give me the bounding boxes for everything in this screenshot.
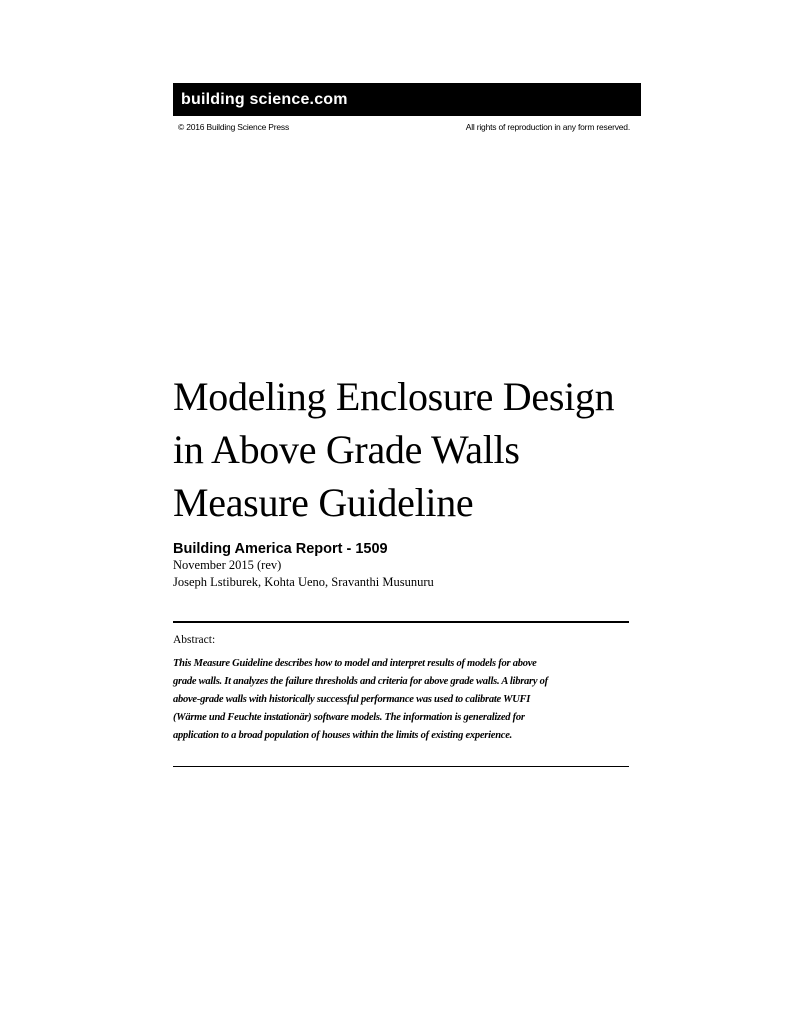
- abstract-line-2: grade walls. It analyzes the failure thresholds and criteria for above grade walls. A library of: [173, 676, 548, 687]
- abstract-line-4: (Wärme und Feuchte instationär) software models. The information is generalized for: [173, 712, 525, 723]
- title-line-2: in Above Grade Walls: [173, 427, 520, 472]
- title-line-1: Modeling Enclosure Design: [173, 374, 615, 419]
- abstract-top-rule: [173, 621, 629, 623]
- report-series: Building America Report - 1509: [173, 541, 388, 557]
- copyright-row: [178, 122, 630, 132]
- header-bar: [173, 83, 641, 116]
- report-authors: Joseph Lstiburek, Kohta Ueno, Sravanthi Musunuru: [173, 575, 434, 589]
- title-line-3: Measure Guideline: [173, 480, 474, 525]
- abstract-line-5: application to a broad population of houses within the limits of existing experience.: [173, 730, 512, 741]
- copyright-notice: © 2016 Building Science Press: [178, 122, 290, 132]
- abstract-line-1: This Measure Guideline describes how to model and interpret results of models for above: [173, 658, 537, 669]
- abstract-bottom-rule: [173, 766, 629, 767]
- brand-name: building science.com: [181, 90, 348, 108]
- abstract-text: [173, 655, 629, 745]
- abstract-line-3: above-grade walls with historically successful performance was used to calibrate WUFI: [173, 694, 531, 705]
- report-date: November 2015 (rev): [173, 558, 282, 572]
- document-title: [173, 370, 733, 529]
- abstract-label: Abstract:: [173, 634, 216, 646]
- rights-notice: All rights of reproduction in any form reserved.: [465, 122, 630, 132]
